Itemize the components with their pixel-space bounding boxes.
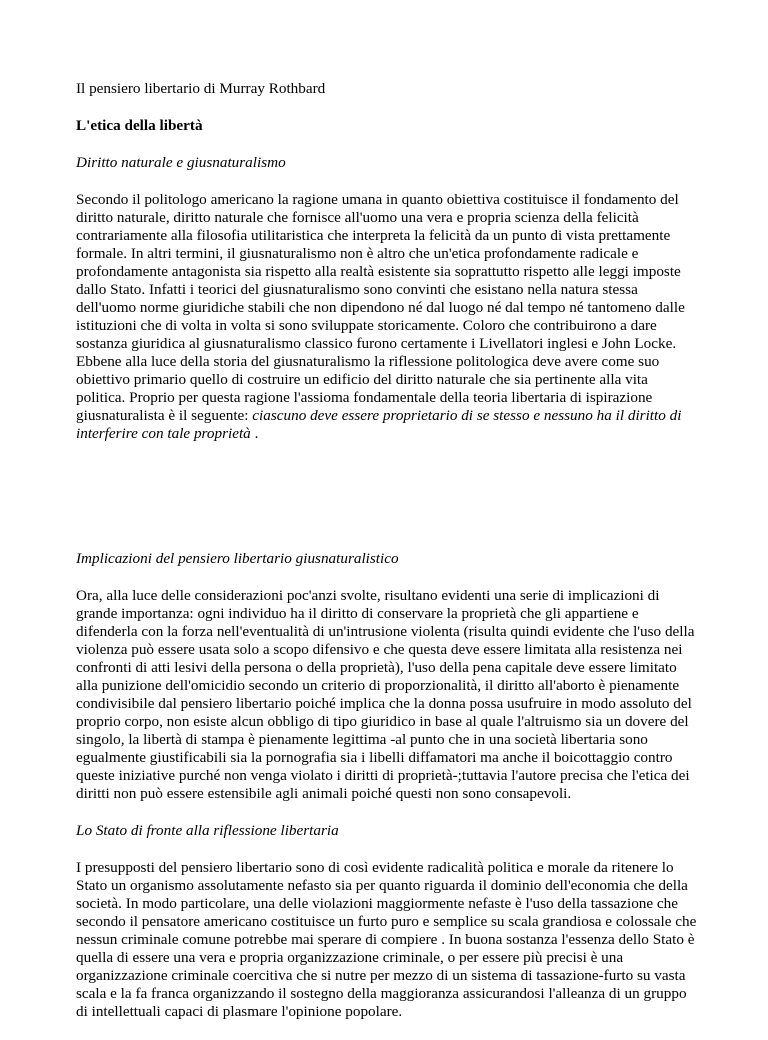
- blank-spacer: [76, 462, 700, 550]
- paragraph-implicazioni: Ora, alla luce delle considerazioni poc'anzi svolte, risultano evidenti una serie di implicazioni di grande importanza: ogni individuo ha il diritto di conservare la proprietà che gli appartiene e difenderla con la forza nell'eventualità di un'intrusione violenta (risulta quindi evidente che l'uso della violenza può essere usata solo a scopo difensivo e che questa deve essere limitata alla resistenza nei confronti di atti lesivi della persona o della proprietà), l'uso della pena capitale deve essere limitato alla punizione dell'omicidio secondo un criterio di proporzionalità, il diritto all'aborto è pienamente condivisibile dal pensiero libertario poiché implica che la donna possa usufruire in modo assoluto del proprio corpo, non esiste alcun obbligo di tipo giuridico in base al quale l'altruismo sia un dovere del singolo, la libertà di stampa è pienamente legittima -al punto che in una società libertaria sono egualmente giustificabili sia la pornografia sia i libelli diffamatori ma anche il boicottaggio contro queste iniziative purché non venga violato i diritti di proprietà-;tuttavia l'autore precisa che l'etica dei diritti non può essere estensibile agli animali poiché questi non sono consapevoli.: [76, 587, 695, 802]
- paragraph-stato: I presupposti del pensiero libertario sono di così evidente radicalità politica e morale da ritenere lo Stato un organismo assolutamente nefasto sia per quanto riguarda il dominio dell'economia che della società. In modo particolare, una delle violazioni maggiormente nefaste è l'uso della tassazione che secondo il pensatore americano costituisce un furto puro e semplice su scala grandiosa e colossale che nessun criminale comune potrebbe mai sperare di compiere . In buona sostanza l'essenza dello Stato è quella di essere una vera e propria organizzazione criminale, o per essere più precisi è una organizzazione criminale coercitiva che si nutre per mezzo di un sistema di tassazione-furto su vasta scala e la fa franca organizzando il sostegno della maggioranza assicurandosi l'alleanza di un gruppo di intellettuali capaci di plasmare l'opinione popolare.: [76, 859, 697, 1020]
- document-page: [76, 80, 700, 1040]
- paragraph-tail: .: [250, 425, 259, 442]
- subheading-diritto-naturale: Diritto naturale e giusnaturalismo: [76, 154, 286, 171]
- paragraph-diritto-naturale: [76, 191, 700, 443]
- document-title: Il pensiero libertario di Murray Rothbard: [76, 80, 326, 97]
- paragraph-text: Secondo il politologo americano la ragione umana in quanto obiettiva costituisce il fondamento del diritto naturale, diritto naturale che fornisce all'uomo una vera e propria scienza della felicità contrariamente alla filosofia utilitaristica che interpreta la felicità da un punto di vista prettamente formale. In altri termini, il giusnaturalismo non è altro che un'etica profondamente radicale e profondamente antagonista sia rispetto alla realtà esistente sia soprattutto rispetto alle leggi imposte dallo Stato. Infatti i teorici del giusnaturalismo sono convinti che esistano nella natura stessa dell'uomo norme giuridiche stabili che non dipendono né dal luogo né dal tempo né tantomeno dalle istituzioni che di volta in volta si sono sviluppate storicamente. Coloro che contribuirono a dare sostanza giuridica al giusnaturalismo classico furono certamente i Livellatori inglesi e John Locke. Ebbene alla luce della storia del giusnaturalismo la riflessione politologica deve avere come suo obiettivo primario quello di costruire un edificio del diritto naturale che sia pertinente alla vita politica. Proprio per questa ragione l'assioma fondamentale della teoria libertaria di ispirazione giusnaturalista è il seguente:: [76, 191, 685, 424]
- axiom-emphasis: ciascuno deve essere proprietario di se stesso e nessuno ha il diritto di interferire con tale proprietà: [76, 407, 682, 442]
- subheading-stato: Lo Stato di fronte alla riflessione libertaria: [76, 822, 339, 839]
- subheading-implicazioni: Implicazioni del pensiero libertario giusnaturalistico: [76, 550, 399, 567]
- section-title: L'etica della libertà: [76, 117, 203, 134]
